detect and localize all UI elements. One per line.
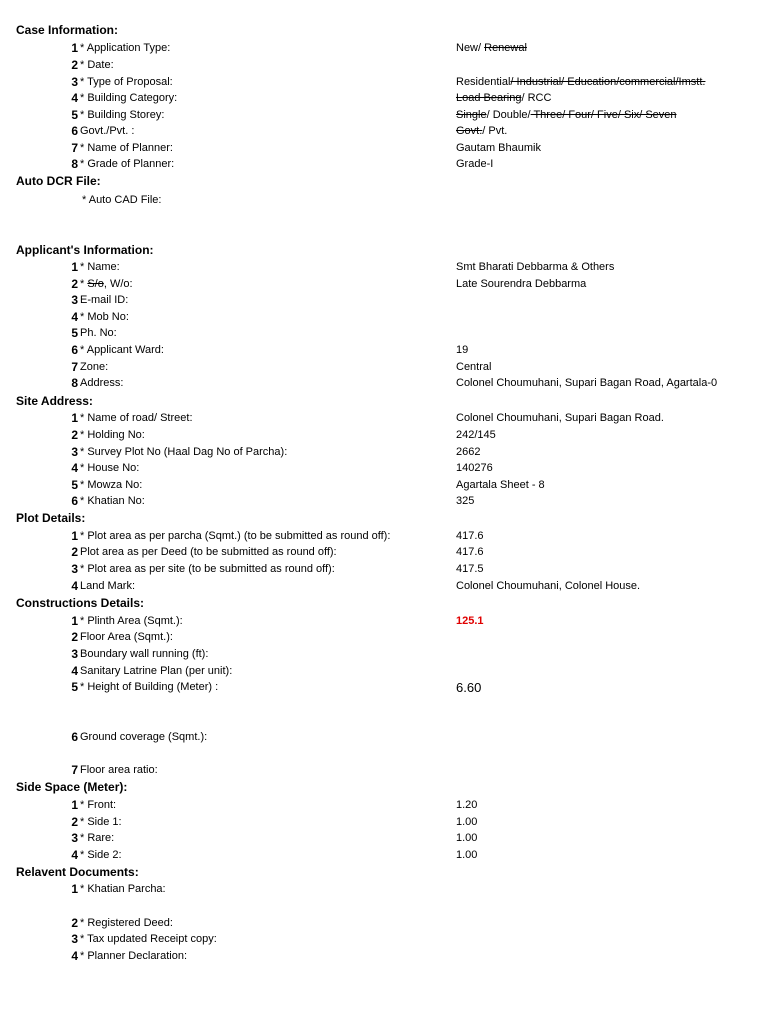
- site-row-mowza-no: [0, 478, 768, 492]
- plot-row-area-deed: [0, 545, 768, 559]
- row-number: 6: [71, 343, 78, 357]
- case-row-date: [0, 58, 768, 72]
- side-row-side-1: [0, 815, 768, 829]
- applicant-row-ph-no: [0, 326, 768, 340]
- row-number: 1: [71, 798, 78, 812]
- field-value: Smt Bharati Debbarma & Others: [456, 261, 615, 273]
- field-value: 1.20: [456, 799, 478, 811]
- case-row-application-type: [0, 41, 768, 55]
- field-label: Floor area ratio:: [80, 764, 158, 776]
- row-number: 2: [71, 277, 78, 291]
- field-label: * Mob No:: [80, 311, 129, 323]
- row-number: 3: [71, 75, 78, 89]
- row-number: 5: [71, 108, 78, 122]
- case-row-building-category: [0, 91, 768, 105]
- section-applicant-information: Applicant's Information:: [16, 243, 154, 257]
- row-number: 8: [71, 157, 78, 171]
- site-row-survey-plot-no: [0, 445, 768, 459]
- field-label: * Survey Plot No (Haal Dag No of Parcha):: [80, 446, 288, 458]
- field-value: Late Sourendra Debbarma: [456, 278, 587, 290]
- field-value: Colonel Choumuhani, Supari Bagan Road.: [456, 412, 664, 424]
- field-value: Agartala Sheet - 8: [456, 479, 545, 491]
- field-label: * Rare:: [80, 832, 115, 844]
- row-number: 2: [71, 916, 78, 930]
- row-number: 7: [71, 141, 78, 155]
- field-label: Govt./Pvt. :: [80, 125, 135, 137]
- docs-row-planner-declaration: [0, 949, 768, 963]
- field-label: * Side 1:: [80, 816, 122, 828]
- row-number: 1: [71, 614, 78, 628]
- field-label: * S/o, W/o:: [80, 278, 133, 290]
- field-label: Floor Area (Sqmt.):: [80, 631, 173, 643]
- row-number: 4: [71, 664, 78, 678]
- dcr-row-auto-cad-file: [0, 193, 768, 207]
- field-label: * Khatian Parcha:: [80, 883, 166, 895]
- row-number: 6: [71, 124, 78, 138]
- section-auto-dcr-file: Auto DCR File:: [16, 174, 101, 188]
- row-number: 4: [71, 848, 78, 862]
- field-value: 1.00: [456, 832, 478, 844]
- construction-row-height: [0, 680, 768, 694]
- field-label: * Name of Planner:: [80, 142, 173, 154]
- applicant-row-email: [0, 293, 768, 307]
- field-label: * House No:: [80, 462, 140, 474]
- field-label: * Type of Proposal:: [80, 76, 173, 88]
- field-label: * Building Storey:: [80, 109, 165, 121]
- construction-row-ground-coverage: [0, 730, 768, 744]
- applicant-row-ward: [0, 343, 768, 357]
- field-label: * Plinth Area (Sqmt.):: [80, 615, 183, 627]
- side-row-side-2: [0, 848, 768, 862]
- case-row-grade-of-planner: [0, 157, 768, 171]
- section-constructions-details: Constructions Details:: [16, 596, 145, 610]
- construction-row-boundary-wall: [0, 647, 768, 661]
- field-label: * Name:: [80, 261, 120, 273]
- field-value: Colonel Choumuhani, Colonel House.: [456, 580, 641, 592]
- side-row-front: [0, 798, 768, 812]
- field-value: 1.00: [456, 849, 478, 861]
- field-label: * Tax updated Receipt copy:: [80, 933, 217, 945]
- field-label: * Auto CAD File:: [82, 194, 162, 206]
- applicant-row-so-wo: [0, 277, 768, 291]
- side-row-rare: [0, 831, 768, 845]
- row-number: 7: [71, 763, 78, 777]
- field-label: * Applicant Ward:: [80, 344, 164, 356]
- field-value: Grade-I: [456, 158, 494, 170]
- row-number: 8: [71, 376, 78, 390]
- section-case-information: Case Information:: [16, 23, 119, 37]
- field-label: Plot area as per Deed (to be submitted as round off):: [80, 546, 337, 558]
- row-number: 4: [71, 310, 78, 324]
- construction-row-floor-area-ratio: [0, 763, 768, 777]
- field-value: Colonel Choumuhani, Supari Bagan Road, Agartala-0: [456, 377, 718, 389]
- row-number: 3: [71, 932, 78, 946]
- field-label: * Plot area as per site (to be submitted as round off):: [80, 563, 335, 575]
- field-value: 417.5: [456, 563, 484, 575]
- plot-row-land-mark: [0, 579, 768, 593]
- field-label: * Khatian No:: [80, 495, 145, 507]
- plot-row-area-site: [0, 562, 768, 576]
- section-side-space: Side Space (Meter):: [16, 780, 128, 794]
- row-number: 4: [71, 579, 78, 593]
- row-number: 4: [71, 949, 78, 963]
- docs-row-khatian-parcha: [0, 882, 768, 896]
- construction-row-floor-area: [0, 630, 768, 644]
- field-value: Govt./ Pvt.: [456, 125, 508, 137]
- field-value: 2662: [456, 446, 481, 458]
- case-row-building-storey: [0, 108, 768, 122]
- row-number: 1: [71, 882, 78, 896]
- field-value: Residential/ Industrial/ Education/commercial/Imstt.: [456, 76, 706, 88]
- field-label: Land Mark:: [80, 580, 136, 592]
- field-value: Load Bearing/ RCC: [456, 92, 552, 104]
- row-number: 3: [71, 445, 78, 459]
- field-value: Gautam Bhaumik: [456, 142, 541, 154]
- field-label: Zone:: [80, 361, 109, 373]
- section-relavent-documents: Relavent Documents:: [16, 865, 139, 879]
- row-number: 5: [71, 326, 78, 340]
- applicant-row-address: [0, 376, 768, 390]
- field-label: Address:: [80, 377, 124, 389]
- field-value: 19: [456, 344, 469, 356]
- applicant-row-zone: [0, 360, 768, 374]
- site-row-khatian-no: [0, 494, 768, 508]
- field-label: Ground coverage (Sqmt.):: [80, 731, 208, 743]
- applicant-row-name: [0, 260, 768, 274]
- field-label: * Date:: [80, 59, 114, 71]
- field-label: * Name of road/ Street:: [80, 412, 193, 424]
- site-row-house-no: [0, 461, 768, 475]
- field-value: 140276: [456, 462, 493, 474]
- row-number: 6: [71, 730, 78, 744]
- row-number: 6: [71, 494, 78, 508]
- case-row-govt-pvt: [0, 124, 768, 138]
- row-number: 3: [71, 293, 78, 307]
- construction-row-sanitary-latrine: [0, 664, 768, 678]
- case-row-name-of-planner: [0, 141, 768, 155]
- row-number: 5: [71, 478, 78, 492]
- field-label: * Planner Declaration:: [80, 950, 188, 962]
- field-value: 417.6: [456, 530, 484, 542]
- row-number: 1: [71, 411, 78, 425]
- docs-row-tax-receipt: [0, 932, 768, 946]
- docs-row-registered-deed: [0, 916, 768, 930]
- row-number: 2: [71, 58, 78, 72]
- construction-row-plinth-area: [0, 614, 768, 628]
- field-label: * Side 2:: [80, 849, 122, 861]
- applicant-row-mob-no: [0, 310, 768, 324]
- row-number: 1: [71, 260, 78, 274]
- row-number: 3: [71, 562, 78, 576]
- field-label: * Building Category:: [80, 92, 178, 104]
- plot-row-area-parcha: [0, 529, 768, 543]
- field-label: Sanitary Latrine Plan (per unit):: [80, 665, 233, 677]
- field-value: Central: [456, 361, 492, 373]
- field-label: * Application Type:: [80, 42, 171, 54]
- row-number: 2: [71, 545, 78, 559]
- row-number: 3: [71, 647, 78, 661]
- case-row-type-of-proposal: [0, 75, 768, 89]
- row-number: 1: [71, 41, 78, 55]
- field-label: * Grade of Planner:: [80, 158, 175, 170]
- field-value: 417.6: [456, 546, 484, 558]
- field-value: 325: [456, 495, 475, 507]
- field-label: * Mowza No:: [80, 479, 143, 491]
- field-value: 1.00: [456, 816, 478, 828]
- row-number: 5: [71, 680, 78, 694]
- field-value: 242/145: [456, 429, 496, 441]
- field-label: * Front:: [80, 799, 117, 811]
- row-number: 2: [71, 630, 78, 644]
- field-label: Ph. No:: [80, 327, 117, 339]
- row-number: 2: [71, 815, 78, 829]
- row-number: 4: [71, 461, 78, 475]
- row-number: 1: [71, 529, 78, 543]
- row-number: 4: [71, 91, 78, 105]
- field-value: New/ Renewal: [456, 42, 527, 54]
- field-label: * Registered Deed:: [80, 917, 173, 929]
- field-value: 6.60: [456, 681, 482, 695]
- site-row-road: [0, 411, 768, 425]
- row-number: 3: [71, 831, 78, 845]
- site-row-holding-no: [0, 428, 768, 442]
- field-label: * Plot area as per parcha (Sqmt.) (to be submitted as round off):: [80, 530, 391, 542]
- field-value: 125.1: [456, 615, 484, 627]
- field-value: Single/ Double/ Three/ Four/ Five/ Six/ Seven: [456, 109, 677, 121]
- field-label: * Holding No:: [80, 429, 145, 441]
- section-site-address: Site Address:: [16, 394, 93, 408]
- row-number: 2: [71, 428, 78, 442]
- field-label: E-mail ID:: [80, 294, 129, 306]
- row-number: 7: [71, 360, 78, 374]
- section-plot-details: Plot Details:: [16, 511, 86, 525]
- field-label: * Height of Building (Meter) :: [80, 681, 219, 693]
- field-label: Boundary wall running (ft):: [80, 648, 209, 660]
